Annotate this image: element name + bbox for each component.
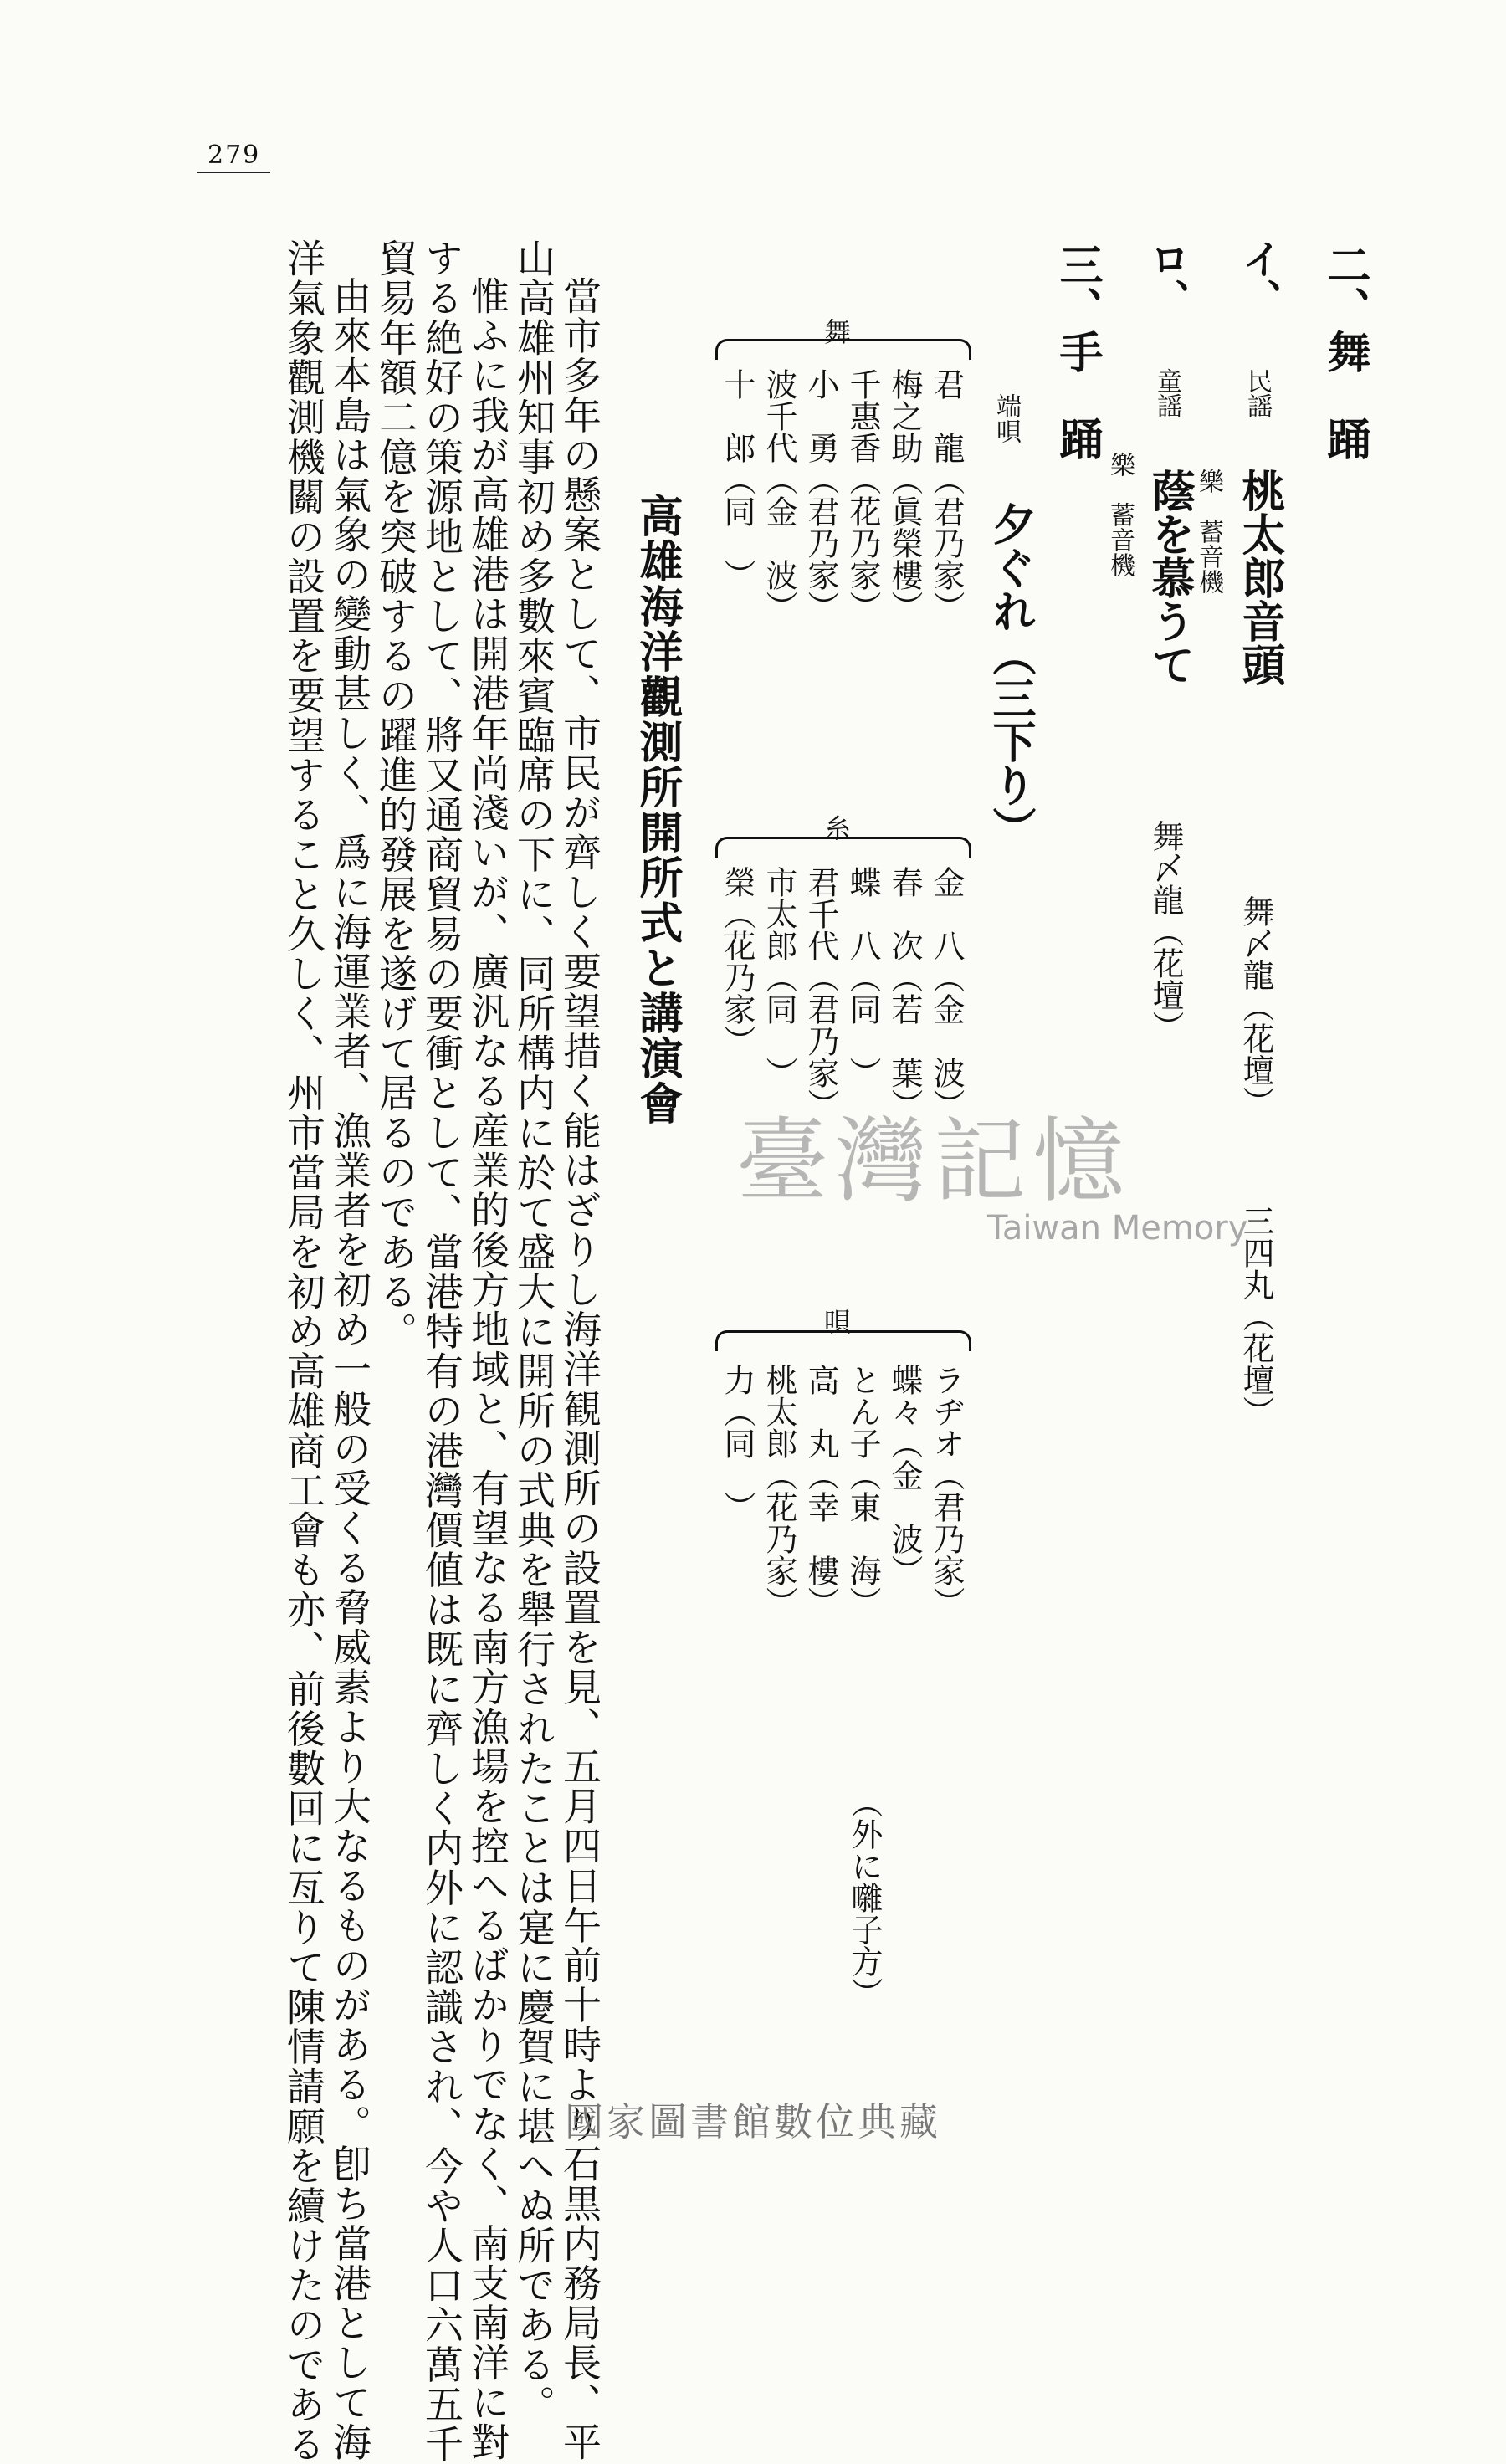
item-a-music: 樂 蓄音機 bbox=[1194, 469, 1223, 594]
item-b-label: ロ、 bbox=[1143, 238, 1190, 319]
footer-collection-label: 國家圖書館數位典藏 bbox=[565, 2099, 941, 2144]
shamisen-member: 榮（花乃家） bbox=[719, 866, 756, 1057]
article-paragraph: 貿易年額二億を突破するの躍進的發展を遂げて居るのである。 bbox=[373, 238, 418, 1351]
article-paragraph: 惟ふに我が高雄港は開港年尚淺いが、廣汎なる産業的後方地域と、有望なる南方漁場を控へるばかりでなく、南支南洋に對 bbox=[465, 276, 510, 2462]
item-b-music: 樂 蓄音機 bbox=[1105, 452, 1135, 577]
dance-member: 君 龍（君乃家） bbox=[928, 368, 965, 622]
song-member: ラヂオ（君乃家） bbox=[928, 1364, 965, 1618]
song-member: 蝶々（金 波） bbox=[886, 1364, 923, 1586]
shamisen-group-brace bbox=[715, 837, 971, 858]
item-a-dance: 舞〆龍（花壇） bbox=[1237, 895, 1274, 1118]
article-paragraph: 山高雄州知事初め多數來賓臨席の下に、同所構内に於て盛大に開所の式典を舉行されたことは寔に慶賀に堪へぬ所である。 bbox=[511, 238, 556, 2425]
dance-group-brace bbox=[715, 339, 971, 360]
section-2-heading: 二、舞 踊 bbox=[1319, 243, 1370, 460]
watermark-logo-en: Taiwan Memory bbox=[987, 1209, 1248, 1247]
dance-member: 千惠香（花乃家） bbox=[844, 368, 881, 622]
song-note: （外に囃子方） bbox=[846, 1786, 883, 2009]
dance-member: 波千代（金 波） bbox=[761, 368, 797, 622]
article-title: 高雄海洋觀測所開所式と講演會 bbox=[632, 494, 683, 1126]
item-a-extra: 三四丸（花壇） bbox=[1237, 1205, 1274, 1427]
dance-group-label: 舞 bbox=[824, 316, 852, 348]
dance-member: 十 郎（同 ） bbox=[719, 368, 756, 591]
item-b-genre: 童謡 bbox=[1152, 368, 1181, 418]
song-member: 力（同 ） bbox=[719, 1364, 756, 1523]
shamisen-group-label: 糸 bbox=[824, 812, 852, 844]
page-number: 279 bbox=[197, 141, 270, 173]
shamisen-member: 蝶 八（同 ） bbox=[844, 866, 881, 1089]
dance-member: 梅之助（眞榮樓） bbox=[886, 368, 923, 622]
item-b-dance: 舞〆龍（花壇） bbox=[1147, 820, 1184, 1042]
song-member: 桃太郎（花乃家） bbox=[761, 1364, 797, 1618]
article-paragraph: 洋氣象觀測機關の設置を要望すること久しく、州市當局を初め高雄商工會も亦、前後數回に亙りて陳情請願を續けたのである bbox=[281, 238, 326, 2464]
shamisen-member: 金 八（金 波） bbox=[928, 866, 965, 1120]
item-b-title: 蔭を慕うて bbox=[1144, 469, 1195, 686]
article-paragraph: する絶好の策源地として、將又通商貿易の要衝として、當港特有の港灣價値は既に齊しく内外に認識され、今や人口六萬五千 bbox=[419, 238, 464, 2464]
shamisen-member: 春 次（若 葉） bbox=[886, 866, 923, 1120]
section-3-heading: 三、手 踊 bbox=[1052, 243, 1103, 460]
song-genre: 端唄 bbox=[991, 393, 1021, 443]
article-paragraph: 由來本島は氣象の變動甚しく、爲に海運業者、漁業者を初め一般の受くる脅威素より大なるものがある。卽ち當港として海 bbox=[327, 276, 372, 2462]
dance-member: 小 勇（君乃家） bbox=[802, 368, 839, 622]
song-title: 夕ぐれ（三下り） bbox=[985, 502, 1036, 850]
shamisen-member: 市太郎（同 ） bbox=[761, 866, 797, 1089]
item-a-label: イ、 bbox=[1235, 238, 1282, 319]
shamisen-member: 君千代（君乃家） bbox=[802, 866, 839, 1120]
item-a-genre: 民謡 bbox=[1242, 368, 1272, 418]
song-member: 高 丸（幸 樓） bbox=[802, 1364, 839, 1618]
article-paragraph: 當市多年の懸案として、市民が齊しく要望措く能はざりし海洋観測所の設置を見、五月四日午前十時より石黒内務局長、平 bbox=[557, 276, 602, 2462]
watermark-logo: 臺灣記憶 bbox=[736, 1108, 1131, 1215]
song-member: とん子（東 海） bbox=[844, 1364, 881, 1618]
item-a-title: 桃太郎音頭 bbox=[1234, 469, 1285, 686]
song-group-brace bbox=[715, 1330, 971, 1351]
song-group-label: 唄 bbox=[824, 1306, 852, 1338]
